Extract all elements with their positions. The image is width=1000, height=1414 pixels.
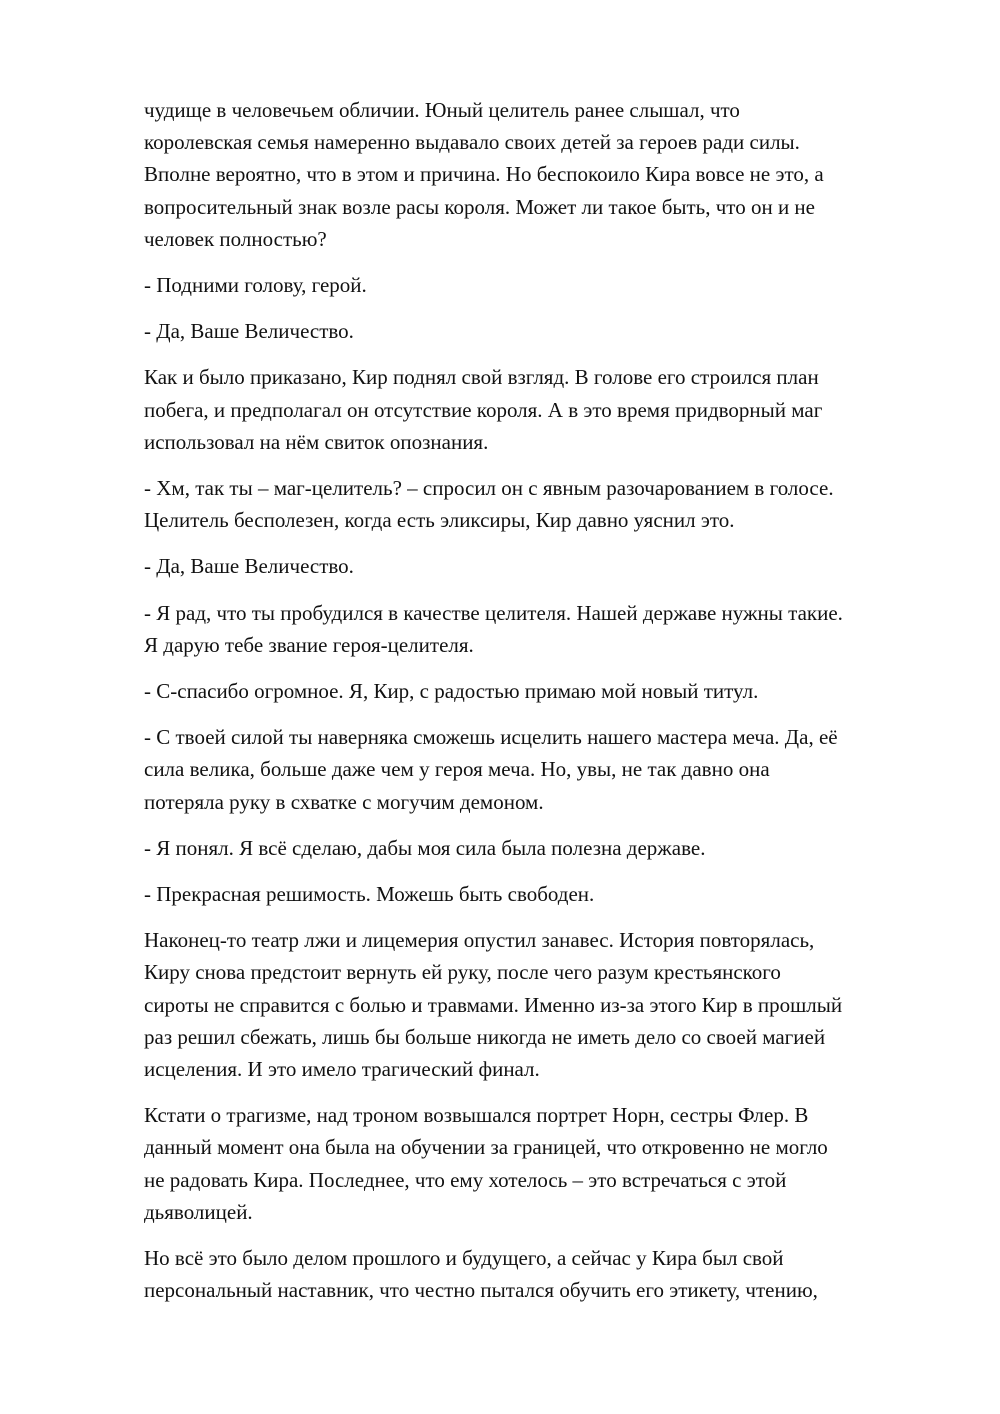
text-line: сироты не справится с болью и травмами. Именно из-за этого Кир в прошлый <box>144 992 843 1017</box>
document-body <box>144 94 944 1321</box>
text-line: исцеления. И это имело трагический финал. <box>144 1057 540 1082</box>
paragraph <box>144 550 944 582</box>
text-line: - Хм, так ты – маг-целитель? – спросил он с явным разочарованием в голосе. <box>144 476 834 501</box>
text-line: - Прекрасная решимость. Можешь быть свободен. <box>144 882 595 907</box>
text-line: вопросительный знак возле расы короля. Может ли такое быть, что он и не <box>144 194 815 219</box>
paragraph <box>144 924 944 1085</box>
text-line: - Да, Ваше Величество. <box>144 554 354 579</box>
text-line: Кстати о трагизме, над троном возвышался портрет Норн, сестры Флер. В <box>144 1103 809 1128</box>
text-line: не радовать Кира. Последнее, что ему хотелось – это встречаться с этой <box>144 1167 787 1192</box>
paragraph <box>144 269 944 301</box>
text-line: Но всё это было делом прошлого и будущего, а сейчас у Кира был свой <box>144 1246 784 1271</box>
text-line: потеряла руку в схватке с могучим демоном. <box>144 789 544 814</box>
text-line: использовал на нём свиток опознания. <box>144 429 489 454</box>
paragraph <box>144 1242 944 1306</box>
text-line: данный момент она была на обучении за границей, что откровенно не могло <box>144 1135 828 1160</box>
paragraph <box>144 832 944 864</box>
paragraph <box>144 315 944 347</box>
paragraph <box>144 878 944 910</box>
text-line: Целитель бесполезен, когда есть эликсиры, Кир давно уяснил это. <box>144 508 735 533</box>
text-line: - Я понял. Я всё сделаю, дабы моя сила была полезна державе. <box>144 835 706 860</box>
paragraph <box>144 721 944 818</box>
text-line: человек полностью? <box>144 226 327 251</box>
text-line: - Я рад, что ты пробудился в качестве целителя. Нашей державе нужны такие. <box>144 600 843 625</box>
paragraph <box>144 1099 944 1228</box>
text-line: - Да, Ваше Величество. <box>144 319 354 344</box>
paragraph <box>144 361 944 458</box>
paragraph <box>144 94 944 255</box>
text-line: Вполне вероятно, что в этом и причина. Но беспокоило Кира вовсе не это, а <box>144 162 824 187</box>
text-line: Киру снова предстоит вернуть ей руку, после чего разум крестьянского <box>144 960 781 985</box>
text-line: Как и было приказано, Кир поднял свой взгляд. В голове его строился план <box>144 365 819 390</box>
paragraph <box>144 597 944 661</box>
text-line: персональный наставник, что честно пытался обучить его этикету, чтению, <box>144 1278 818 1303</box>
text-line: чудище в человечьем обличии. Юный целитель ранее слышал, что <box>144 98 740 122</box>
text-line: сила велика, больше даже чем у героя меча. Но, увы, не так давно она <box>144 757 770 782</box>
paragraph <box>144 472 944 536</box>
text-line: дьяволицей. <box>144 1199 253 1224</box>
text-line: Я дарую тебе звание героя-целителя. <box>144 632 474 657</box>
text-line: королевская семья намеренно выдавало своих детей за героев ради силы. <box>144 130 800 155</box>
text-line: раз решил сбежать, лишь бы больше никогда не иметь дело со своей магией <box>144 1024 826 1049</box>
paragraph <box>144 675 944 707</box>
text-line: Наконец-то театр лжи и лицемерия опустил занавес. История повторялась, <box>144 928 815 953</box>
text-line: - С твоей силой ты наверняка сможешь исцелить нашего мастера меча. Да, её <box>144 725 838 750</box>
text-line: побега, и предполагал он отсутствие короля. А в это время придворный маг <box>144 397 823 422</box>
text-line: - С-спасибо огромное. Я, Кир, с радостью примаю мой новый титул. <box>144 679 759 704</box>
text-line: - Подними голову, герой. <box>144 273 367 298</box>
